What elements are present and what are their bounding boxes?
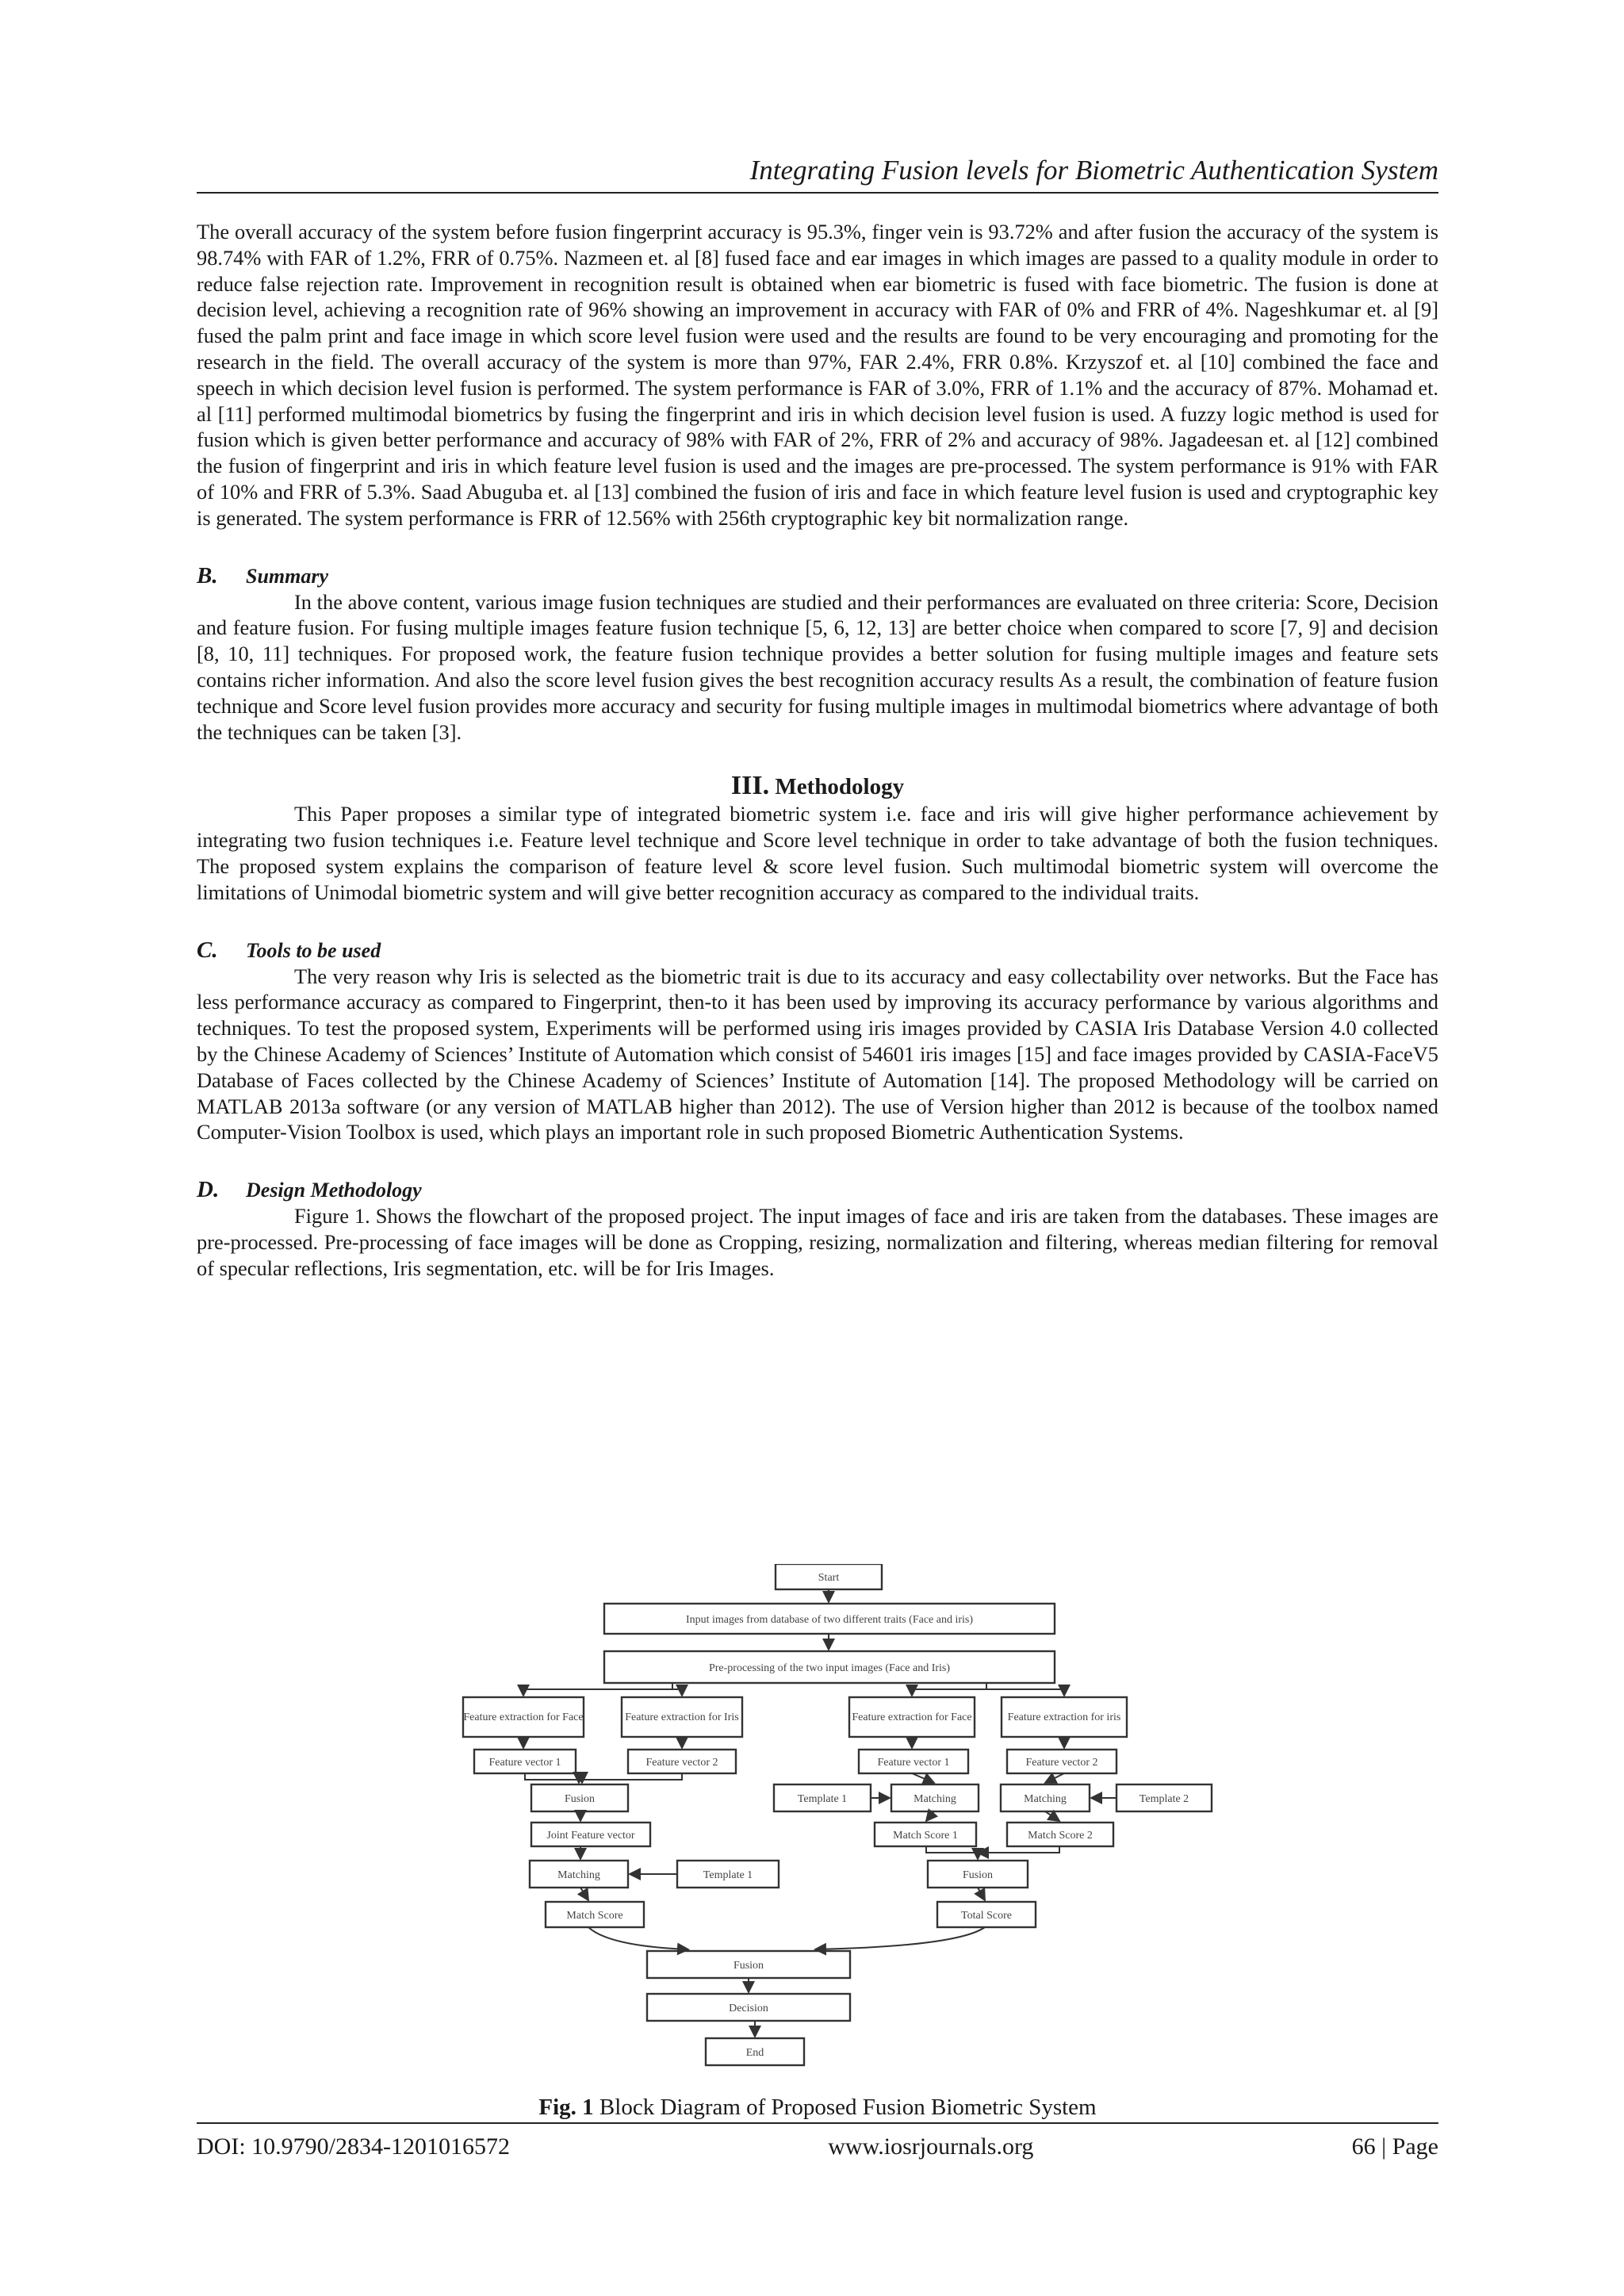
footer-website: www.iosrjournals.org [828, 2133, 1034, 2160]
flow-fe-iris-left-label: Feature extraction for Iris [625, 1711, 739, 1723]
flow-template1-right-label: Template 1 [797, 1793, 848, 1805]
footer-page-number: 66 | Page [1351, 2133, 1438, 2160]
methodology-paragraph: This Paper proposes a similar type of integrated biometric system i.e. face and iris will give higher performance achievement by integrating two fusion techniques i.e. Feature level technique and Score level technique in order to take advantage of both the fusion techniques. The proposed system explains the comparison of feature level & score level fusion. Such multimodal biometric system will overcome the limitations of Unimodal biometric system and will give better recognition accuracy as compared to the individual traits. [197, 802, 1438, 904]
summary-paragraph: In the above content, various image fusion techniques are studied and their performances are evaluated on three criteria: Score, Decision and feature fusion. For fusing multiple images feature fusion technique [5, 6, 12, 13] are better choice when compared to score [7, 9] and decision [8, 10, 11] techniques. For proposed work, the feature fusion technique provides a better solution for fusing multiple images and feature sets contains richer information. And also the score level fusion gives the best recognition accuracy results As a result, the combination of feature fusion technique and Score level fusion provides more accuracy and security for fusing multiple images in multimodal biometrics where advantage of both the techniques can be taken [3]. [197, 589, 1438, 744]
figure-1 [197, 1564, 1438, 2122]
flow-match-score-left-label: Match Score [566, 1910, 623, 1922]
intro-paragraph: The overall accuracy of the system before fusion fingerprint accuracy is 95.3%, finger vein is 93.72% and after fusion the accuracy of the system is 98.74% with FAR of 1.2%, FRR of 0.75%. Nazmeen et. al [8] fused face and ear images in which images are passed to a quality module in order to reduce false rejection rate. Improvement in recognition result is obtained when ear biometric is fused with face biometric. The fusion is done at decision level, achieving a recognition rate of 96% showing an improvement in accuracy with FAR of 0% and FRR of 4%. Nageshkumar et. al [9] fused the palm print and face image in which score level fusion were used and the results are found to be very encouraging and promoting for the research in the field. The overall accuracy of the system is more than 97%, FAR 2.4%, FRR 0.8%. Krzyszof et. al [10] combined the face and speech in which decision level fusion is performed. The system performance is FAR of 3.0%, FRR of 1.1% and the accuracy of 87%. Mohamad et. al [11] performed multimodal biometrics by fusing the fingerprint and iris in which decision level fusion is used. A fuzzy logic method is used for fusion which is given better performance and accuracy of 98% with FAR of 2%, FRR of 2% and accuracy of 98%. Jagadeesan et. al [12] combined the fusion of fingerprint and iris in which feature level fusion is used and the images are pre-processed. The system performance is 91% with FAR of 10% and FRR of 5.3%. Saad Abuguba et. al [13] combined the fusion of iris and face in which feature level fusion is used and cryptographic key is generated. The system performance is FRR of 12.56% with 256th cryptographic key bit normalization range. [197, 220, 1438, 530]
section-letter: B. [197, 562, 218, 588]
flow-fv1-left-label: Feature vector 1 [488, 1757, 561, 1769]
figure-caption-text: Block Diagram of Proposed Fusion Biometric System [599, 2095, 1097, 2120]
flow-start-label: Start [818, 1572, 840, 1584]
running-header [197, 152, 1438, 194]
section-number: III. [730, 771, 770, 801]
flow-fusion-final-label: Fusion [733, 1960, 764, 1972]
flow-ms1-right-label: Match Score 1 [893, 1830, 958, 1842]
section-heading-tools [197, 937, 1438, 964]
main-content [197, 219, 1438, 1282]
section-title: Methodology [775, 774, 905, 800]
flow-ms2-right-label: Match Score 2 [1028, 1830, 1093, 1842]
figure-caption [197, 2093, 1438, 2122]
flow-fe-iris-right-label: Feature extraction for iris [1007, 1711, 1121, 1723]
section-title: Tools to be used [246, 938, 381, 962]
flow-fusion-left-label: Fusion [564, 1793, 596, 1805]
flow-matching-r2-label: Matching [1024, 1793, 1067, 1805]
flow-matching-r1-label: Matching [914, 1793, 956, 1805]
flow-fusion-right-label: Fusion [962, 1869, 994, 1881]
section-title: Summary [246, 564, 329, 588]
section-heading-design [197, 1177, 1438, 1203]
figure-caption-label: Fig. 1 [538, 2095, 594, 2120]
page-footer [197, 2122, 1438, 2162]
flowchart [197, 1564, 1438, 2089]
flow-decision-label: Decision [729, 2003, 768, 2014]
flow-fe-face-right-label: Feature extraction for Face [852, 1711, 972, 1723]
section-title: Design Methodology [246, 1179, 422, 1202]
section-letter: C. [197, 937, 218, 963]
flow-joint-vector-label: Joint Feature vector [546, 1830, 635, 1842]
section-letter: D. [197, 1177, 220, 1203]
journal-article-title: Integrating Fusion levels for Biometric Authentication System [749, 155, 1438, 186]
flow-end-label: End [745, 2047, 764, 2059]
flow-template2-right-label: Template 2 [1139, 1793, 1189, 1805]
flow-input-label: Input images from database of two different traits (Face and iris) [685, 1614, 974, 1626]
section-heading-summary [197, 563, 1438, 589]
footer-doi: DOI: 10.9790/2834-1201016572 [197, 2133, 510, 2160]
flow-fe-face-left-label: Feature extraction for Face [463, 1711, 584, 1723]
section-heading-methodology [197, 772, 1438, 801]
flow-template1-left-label: Template 1 [703, 1869, 753, 1881]
tools-paragraph: The very reason why Iris is selected as the biometric trait is due to its accuracy and easy collectability over networks. But the Face has less performance accuracy as compared to Fingerprint, then-to it has been used by improving its accuracy performance by various algorithms and techniques. To test the proposed system, Experiments will be performed using iris images provided by CASIA Iris Database Version 4.0 collected by the Chinese Academy of Sciences’ Institute of Automation which consist of 54601 iris images [15] and face images provided by CASIA-FaceV5 Database of Faces collected by the Chinese Academy of Sciences’ Institute of Automation [14]. The proposed Methodology will be carried on MATLAB 2013a software (or any version of MATLAB higher than 2012). The use of Version higher than 2012 is because of the toolbox named Computer-Vision Toolbox is used, which plays an important role in such proposed Biometric Authentication Systems. [197, 964, 1438, 1144]
flow-fv2-left-label: Feature vector 2 [645, 1757, 718, 1769]
flow-preprocess-label: Pre-processing of the two input images (Face and Iris) [708, 1662, 951, 1674]
flow-total-score-right-label: Total Score [961, 1910, 1012, 1922]
design-paragraph: Figure 1. Shows the flowchart of the proposed project. The input images of face and iris are taken from the databases. These images are pre-processed. Pre-processing of face images will be done as Cropping, resizing, normalization and filtering, whereas median filtering for removal of specular reflections, Iris segmentation, etc. will be for Iris Images. [197, 1204, 1438, 1280]
flow-fv2-right-label: Feature vector 2 [1025, 1757, 1098, 1769]
flow-fv1-right-label: Feature vector 1 [877, 1757, 950, 1769]
flow-matching-left-label: Matching [557, 1869, 600, 1881]
